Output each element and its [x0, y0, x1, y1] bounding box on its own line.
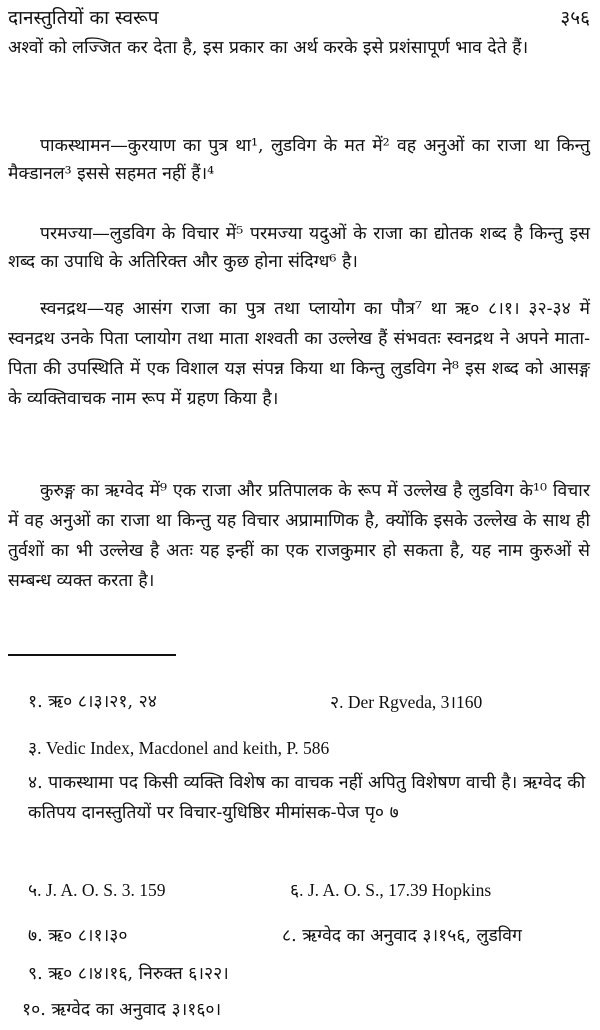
footnote-8: ८. ऋग्वेद का अनुवाद ३।१५६, लुडविग: [282, 926, 522, 946]
paragraph-pakasthaman: पाकस्थामन—कुरयाण का पुत्र था¹, लुडविग के मत में² वह अनुओं का राजा था किन्तु मैक्डानल³ इससे सहमत नहीं हैं।⁴: [8, 136, 590, 184]
paragraph-paramajya: परमज्या—लुडविग के विचार में⁵ परमज्या यदुओं के राजा का द्योतक शब्द है किन्तु इस शब्द का उपाधि के अतिरिक्त और कुछ होना संदिग्ध⁶ है।: [8, 224, 590, 272]
footnote-4: ४. पाकस्थामा पद किसी व्यक्ति विशेष का वाचक नहीं अपितु विशेषण वाची है। ऋग्वेद की कतिपय दानस्तुतियों पर विचार-युधिष्ठिर मीमांसक-पेज पृ० ७: [28, 773, 586, 823]
footnote-6: ६. J. A. O. S., 17.39 Hopkins: [290, 880, 492, 900]
page-number: ३५६: [560, 7, 590, 29]
paragraph-svanadratha: स्वनद्रथ—यह आसंग राजा का पुत्र तथा प्लायोग का पौत्र⁷ था ऋ० ८।१। ३२-३४ में स्वनद्रथ उनके पिता प्लायोग तथा माता शश्वती का उल्लेख हैं संभवतः स्वनद्रथ ने अपने माता-पिता की उपस्थिति में एक विशाल यज्ञ संपन्न किया था किन्तु लुडविग ने⁸ इस शब्द को आसङ्ग के व्यक्तिवाचक नाम रूप में ग्रहण किया है।: [8, 299, 590, 409]
footnote-divider: [8, 654, 176, 656]
running-header: [8, 4, 590, 32]
footnote-5: ५. J. A. O. S. 3. 159: [28, 880, 166, 900]
footnote-7: ७. ऋ० ८।१।३०: [28, 926, 128, 946]
footnote-9: ९. ऋ० ८।४।१६, निरुक्त ६।२२।: [28, 964, 229, 984]
paragraph-continuation: अश्वों को लज्जित कर देता है, इस प्रकार का अर्थ करके इसे प्रशंसापूर्ण भाव देते हैं।: [8, 38, 529, 58]
chapter-title: दानस्तुतियों का स्वरूप: [8, 7, 159, 29]
footnote-3: ३. Vedic Index, Macdonel and keith, P. 586: [28, 738, 330, 758]
footnote-1: १. ऋ० ८।३।२१, २४: [28, 692, 157, 712]
footnote-10: १०. ऋग्वेद का अनुवाद ३।१६०।: [22, 1000, 222, 1020]
paragraph-kurunga: कुरुङ्ग का ऋग्वेद में⁹ एक राजा और प्रतिपालक के रूप में उल्लेख है लुडविग के¹⁰ विचार में वह अनुओं का राजा था किन्तु यह विचार अप्रामाणिक है, क्योंकि इसके उल्लेख के साथ ही तुर्वशों का भी उल्लेख है अतः यह इन्हीं का एक राजकुमार हो सकता है, यह नाम कुरुओं से सम्बन्ध व्यक्त करता है।: [8, 481, 590, 591]
footnote-2: २. Der Rgveda, 3।160: [330, 692, 483, 712]
